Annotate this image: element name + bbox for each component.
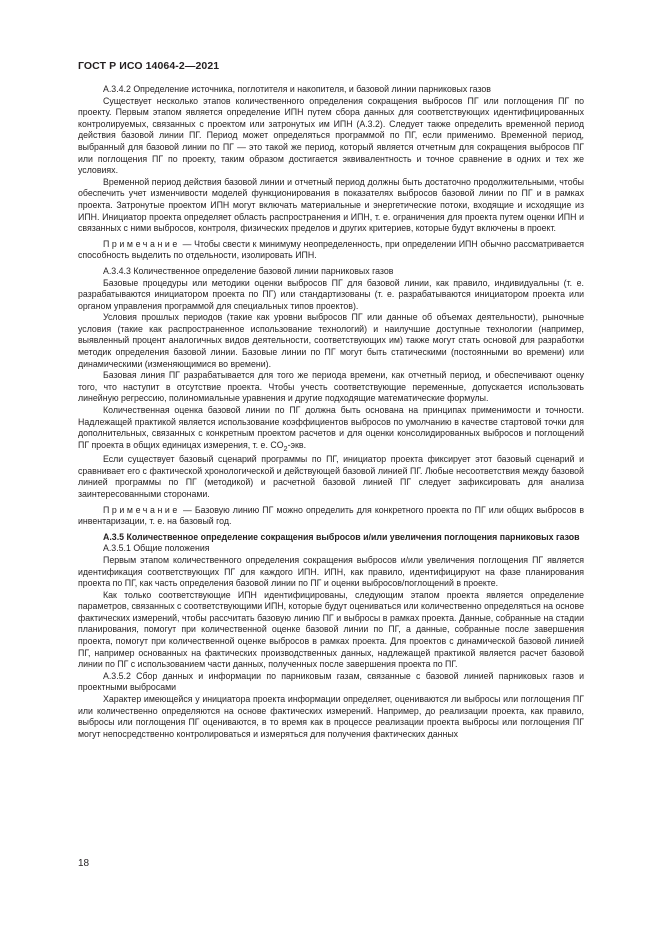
paragraph: Характер имеющейся у инициатора проекта информации определяет, оцениваются ли выбросы или поглощения ПГ или количественно определяются на основе фактических измерений. Например, до реализации проекта, как правило, выбросы или поглощения ПГ оцениваются, в то время как в процессе реализации проекта выбросы или поглощения ПГ могут непосредственно контролироваться и измеряться для получения фактических данных (78, 694, 584, 739)
section-heading: A.3.4.3 Количественное определение базовой линии парниковых газов (103, 265, 394, 276)
subsection-heading: A.3.5.1 Общие положения (103, 543, 210, 554)
paragraph: Если существует базовый сценарий программы по ПГ, инициатор проекта фиксирует этот базовый сценарий и сравнивает его с фактической хронологической и действующей базовой линией ПГ. Любые несоответствия между базовой линией программы по ПГ (методикой) и расчетной базовой линией ПГ следует зафиксировать для анализа заинтересованными сторонами. (78, 454, 584, 499)
subscript: 2 (283, 443, 288, 453)
note (78, 505, 584, 528)
paragraph (78, 405, 584, 454)
paragraph: Базовая линия ПГ разрабатывается для того же периода времени, как отчетный период, и обеспечивают оценку того, что наступит в отсутствие проекта. Чтобы учесть соответствующие переменные, допускается использовать линейную регрессию, полиномиальные уравнения и другие подходящие математические формулы. (78, 370, 584, 404)
paragraph: Базовые процедуры или методики оценки выбросов ПГ для базовой линии, как правило, индивидуальны (т. е. разрабатываются инициатором проекта по ПГ) или стандартизованы (т. е. разрабатываются инициатором проекта или органом управления программой для специальных типов проектов). (78, 277, 584, 311)
note-label: Примечание (103, 504, 180, 515)
paragraph-text-end: -экв. (287, 439, 307, 450)
document-body (78, 84, 584, 740)
paragraph: Первым этапом количественного определения сокращения выбросов и/или увеличения поглощения ПГ является идентификация соответствующих ПГ для каждого ИПН. ИПН, как правило, идентифицируют на фазе планирования проекта по ПГ, как часть определения базовой линии по ПГ и оценки выбросов/поглощений в проекте. (78, 554, 584, 589)
section-heading-bold: A.3.5 Количественное определение сокращения выбросов и/или увеличения поглощения парниковых газов (103, 531, 580, 542)
paragraph: Временной период действия базовой линии и отчетный период должны быть достаточно продолжительными, чтобы обеспечить учет изменчивости моделей функционирования в показателях выбросов базовой линии по ПГ и в рамках проекта. Затронутые проектом ИПН могут включать материальные и энергетические потоки, входящие и исходящие из ИПН. Инициатор проекта определяет область распространения и ИПН, т. е. ограничения для проекта путем оценки ИПН и связанных с ними выбросов, контроля, физических пределов и других критериев, которые будут включены в проект. (78, 176, 584, 234)
note-text: — Чтобы свести к минимуму неопределенность, при определении ИПН обычно рассматривается способность выделить по отдельности, изолировать ИПН. (78, 238, 584, 261)
section-heading: A.3.4.2 Определение источника, поглотителя и накопителя, и базовой линии парниковых газов (103, 84, 491, 94)
paragraph-text: Количественная оценка базовой линии по ПГ должна быть основана на принципах применимости и точности. Надлежащей практикой является использование коэффициентов выбросов по умолчанию в качестве стартовой точки для дополнительных, связанных с конкретным проектом расчетов и для оценки консолидированных выбросов и поглощений ПГ проекта в общих единицах измерения, т. е. CO (78, 405, 584, 450)
subsection-heading: A.3.5.2 Сбор данных и информации по парниковым газам, связанные с базовой линией парниковых газов и проектными выбросами (78, 670, 584, 693)
note-text: — Базовую линию ПГ можно определить для конкретного проекта по ПГ или общих выбросов в инвентаризации, т. е. на базовый год. (78, 504, 584, 527)
page-number: 18 (78, 858, 90, 869)
paragraph: Как только соответствующие ИПН идентифицированы, следующим этапом проекта является определение параметров, связанных с соответствующими ИПН, которые будут оцениваться или количественно определяться на основе фактических измерений, чтобы рассчитать базовую линию ПГ и выбросы в рамках проекта. Данные, собранные на стадии планирования, помогут при количественной оценке базовой линии по ПГ, а данные, собранные после завершения проекта, помогут при количественной оценке выбросов в рамках проекта. Для проектов с динамической базовой линией ПГ, например основанных на фактических производственных данных, надлежащей практикой является расчет базовой линии по ПГ с использованием части данных, полученных после завершения проекта по ПГ. (78, 589, 584, 670)
note-label: Примечание (103, 238, 180, 249)
note (78, 239, 584, 262)
document-header: ГОСТ Р ИСО 14064-2—2021 (78, 60, 220, 72)
paragraph: Условия прошлых периодов (такие как уровни выбросов ПГ или данные об объемах деятельности), рыночные условия (такие как распространенное использование технологий) и наилучшие доступные технологии (например, выявленный процент аналогичных видов деятельности, соответствующих им) также могут стать основой для разработки методик определения базовой линии. Базовые линии по ПГ могут быть статическими (постоянными во времени) или динамическими (изменяющимися во времени). (78, 312, 584, 369)
paragraph: Существует несколько этапов количественного определения сокращения выбросов ПГ или поглощения ПГ по проекту. Первым этапом является определение ИПН путем сбора данных для соответствующих идентифицированных контролируемых, связанных с проектом или затронутых им ИПН (A.3.2). Следует также определить временной период действия базовой линии ПГ. Период может определяться программой по ПГ, если применимо. Временной период, выбранный для базовой линии по ПГ — это такой же период, который является отчетным для сокращения выбросов ПГ или поглощения ПГ по проекту, таким образом достигается эквивалентность и точное сравнение в одних и тех же условиях. (78, 95, 584, 176)
